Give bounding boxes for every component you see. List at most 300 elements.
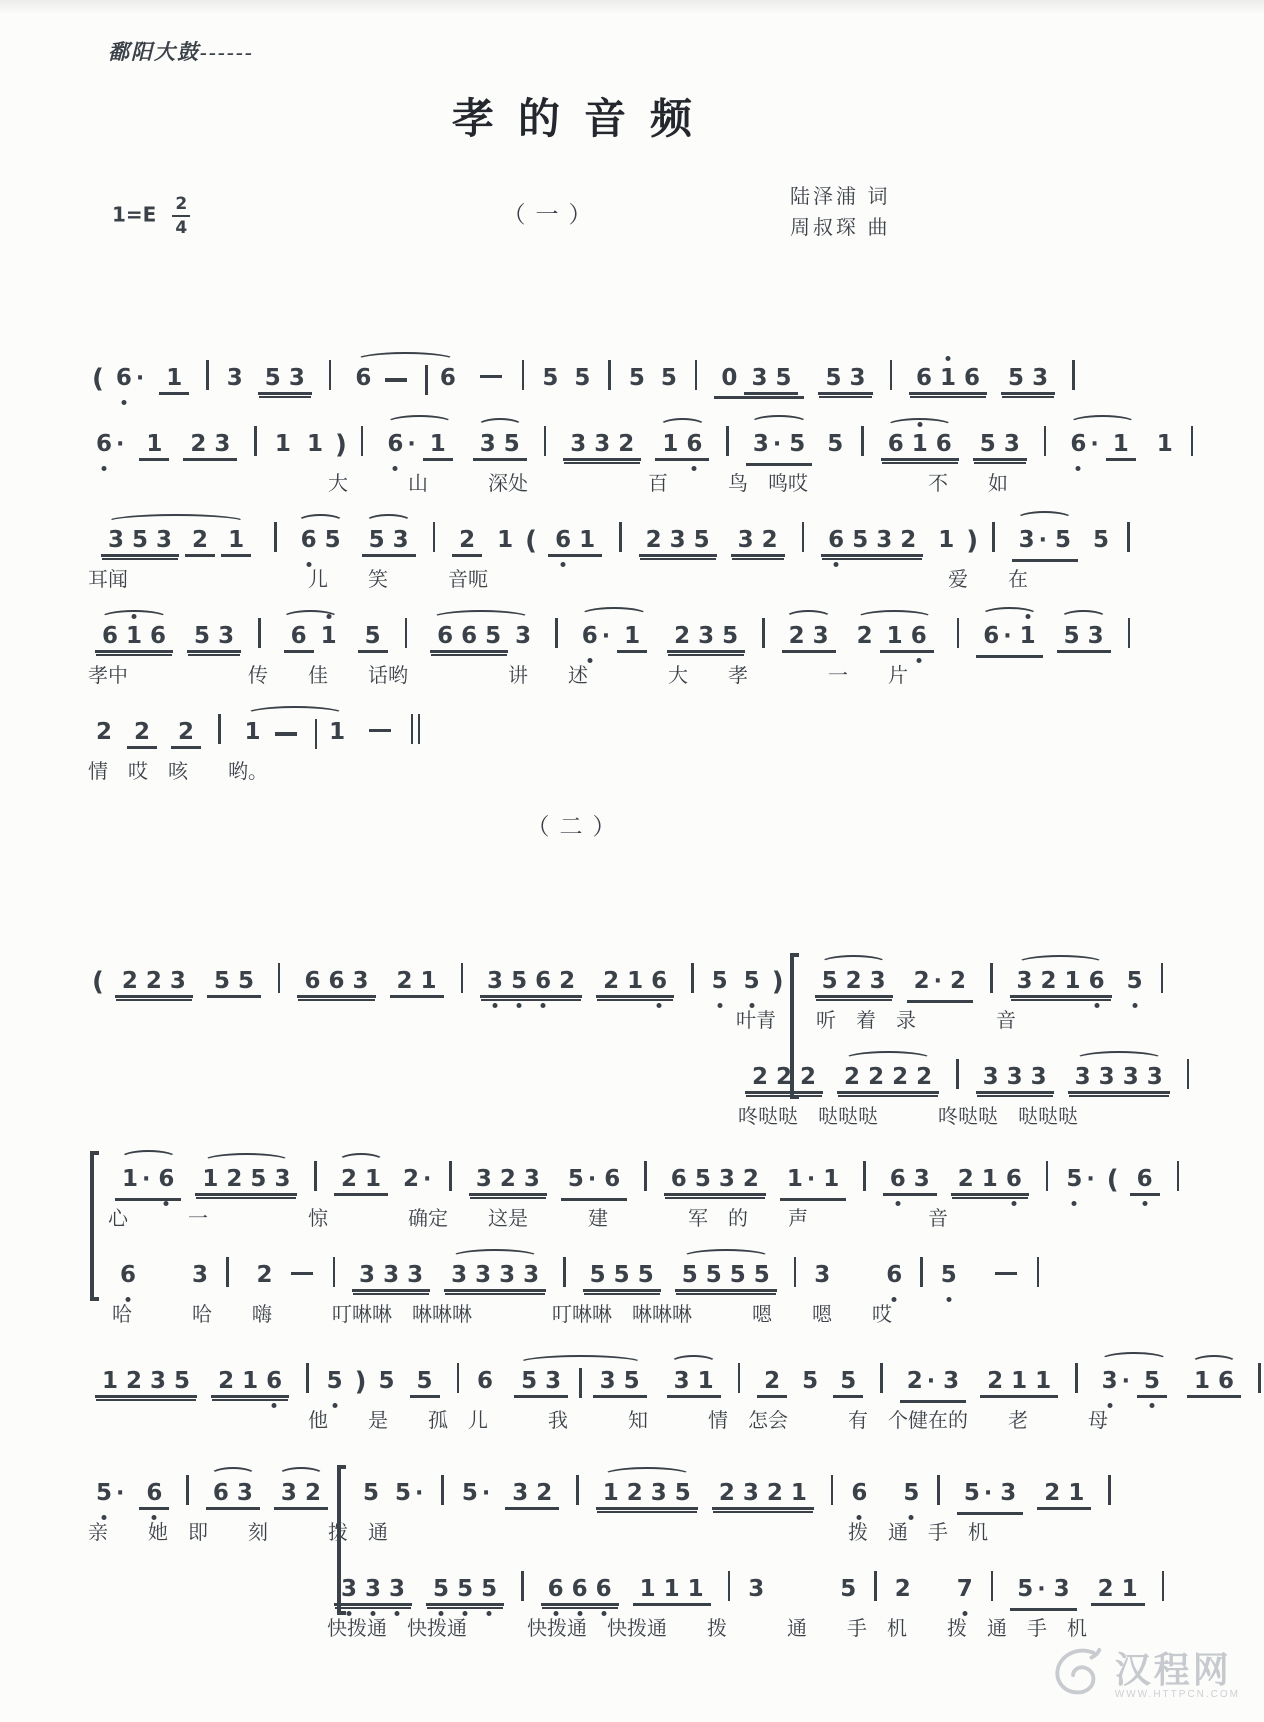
note-digit: 6 — [581, 623, 598, 649]
barline — [1075, 1363, 1078, 1393]
note — [660, 365, 678, 391]
song-title: 孝的音频 — [451, 95, 716, 142]
note-digit: 2 — [1040, 968, 1057, 994]
barline — [226, 1257, 229, 1287]
note — [1063, 623, 1081, 649]
note-digit: 3 — [1087, 623, 1104, 649]
note — [720, 365, 738, 391]
beam-group — [850, 623, 940, 653]
note — [674, 1480, 692, 1506]
note-digit: 1 — [687, 1576, 704, 1602]
note — [547, 1576, 565, 1602]
note — [1098, 1064, 1116, 1090]
note-digit: 2 — [340, 1166, 357, 1192]
augmentation-dot: · — [983, 1481, 993, 1506]
lyrics-line: 大 山 深处 百 鸟 鸣哎 不 如 — [88, 473, 1008, 495]
note-digit: 5 — [250, 1166, 267, 1192]
note-digit: 1 — [579, 527, 596, 553]
note-digit: 3 — [748, 1576, 765, 1602]
barline — [258, 618, 261, 648]
note — [352, 968, 370, 994]
spacer — [919, 1595, 949, 1596]
augmentation-dot: · — [933, 969, 942, 994]
barline — [315, 719, 318, 749]
note — [125, 1368, 143, 1394]
note — [637, 1262, 655, 1288]
spacer-row — [88, 1131, 1234, 1137]
note-digit: 5 — [485, 623, 502, 649]
beam-group — [976, 620, 1042, 658]
beam-group — [712, 1480, 814, 1510]
note — [906, 1365, 936, 1399]
note — [554, 527, 572, 553]
beam-group — [617, 623, 647, 653]
beam-group — [596, 1480, 698, 1510]
note-digit: 3 — [274, 1166, 291, 1192]
note-digit: 5 — [827, 431, 844, 457]
note — [1018, 524, 1048, 558]
note-digit: 3 — [365, 1576, 382, 1602]
note-digit: 2 — [764, 1368, 781, 1394]
note — [1007, 365, 1025, 391]
note — [869, 968, 887, 994]
note-digit: 5 — [660, 365, 677, 391]
beam-group — [426, 1576, 504, 1606]
note — [663, 1576, 681, 1602]
note-digit: 3 — [392, 527, 409, 553]
note-digit: 1 — [938, 527, 955, 553]
note-digit: 1 — [244, 719, 261, 745]
note — [95, 719, 113, 745]
beam-group — [410, 1368, 440, 1398]
note-digit: 5 — [433, 1576, 450, 1602]
note — [439, 365, 457, 391]
note — [479, 431, 497, 457]
beam-group — [957, 1477, 1023, 1515]
barline — [555, 618, 558, 648]
music-line — [88, 1349, 1234, 1405]
note — [1156, 431, 1174, 457]
barline — [1177, 1161, 1180, 1191]
note-digit: 3 — [156, 527, 173, 553]
note — [942, 1368, 960, 1394]
parenthesis: ) — [771, 967, 784, 997]
note — [436, 623, 454, 649]
note-digit: 5 — [264, 365, 281, 391]
note-digit: 5 — [722, 623, 739, 649]
note — [999, 1480, 1017, 1506]
note — [763, 1368, 781, 1394]
note — [416, 1368, 434, 1394]
note-digit: 5 — [940, 1262, 957, 1288]
spacer-row — [88, 1329, 1234, 1339]
watermark-text — [1114, 1648, 1240, 1700]
augmentation-dot: · — [587, 1167, 597, 1192]
barline — [726, 426, 729, 456]
beam-group — [639, 527, 717, 557]
final-barline — [411, 714, 420, 744]
note-digit: 3 — [1003, 431, 1020, 457]
note-digit: 2 — [226, 1166, 243, 1192]
note-digit: 1 — [228, 527, 245, 553]
beam-group — [664, 1166, 766, 1196]
beam-group — [880, 623, 934, 653]
barline — [619, 522, 622, 552]
lyricist-credit: 陆泽浦 词 — [790, 186, 891, 208]
note-digit: 3 — [214, 431, 231, 457]
augmentation-dot: · — [423, 1167, 432, 1192]
note — [173, 1368, 191, 1394]
beam-group — [187, 623, 241, 653]
note — [750, 365, 768, 391]
note — [340, 1576, 358, 1602]
note-digit: 6 — [1136, 1166, 1153, 1192]
note-digit: 3 — [869, 968, 886, 994]
barline — [1161, 963, 1164, 993]
note — [889, 1166, 907, 1192]
beam-group — [907, 965, 973, 1003]
beam-group — [593, 1368, 647, 1398]
beam-group — [95, 623, 173, 653]
note-digit: 2 — [906, 1368, 923, 1394]
note — [177, 719, 195, 745]
note — [290, 623, 308, 649]
note-digit: 2 — [536, 1480, 553, 1506]
note-digit: 5 — [503, 431, 520, 457]
note-digit: 1 — [662, 431, 679, 457]
note — [839, 1576, 857, 1602]
note-digit: 5 — [694, 1166, 711, 1192]
beam-group — [294, 527, 348, 553]
beam-group — [274, 1480, 328, 1510]
note-digit: 5 — [461, 1480, 478, 1506]
barline — [314, 1161, 317, 1191]
note — [499, 1166, 517, 1192]
beam-group — [1012, 524, 1078, 562]
note-digit: 5 — [1017, 1576, 1034, 1602]
note-digit: 6 — [150, 623, 167, 649]
beam-group — [575, 620, 653, 654]
note — [191, 527, 209, 553]
spacer — [144, 1281, 184, 1282]
note-digit: 5 — [711, 968, 728, 994]
note-digit: 2 — [892, 1064, 909, 1090]
note-digit: 1 — [364, 1166, 381, 1192]
note — [1143, 1368, 1161, 1394]
note-digit: 5 — [457, 1576, 474, 1602]
note — [589, 1262, 607, 1288]
note — [705, 1262, 723, 1288]
note — [1006, 1064, 1024, 1090]
note-digit: 6 — [670, 1166, 687, 1192]
note — [693, 527, 711, 553]
note-digit: 2 — [559, 968, 576, 994]
note-digit: 5 — [1093, 527, 1110, 553]
note — [602, 968, 620, 994]
note-digit: 3 — [341, 1576, 358, 1602]
beam-group — [1010, 1573, 1076, 1611]
note — [617, 431, 635, 457]
lyrics-line: 叶青 听 着 录 音 — [736, 1010, 1016, 1032]
note — [95, 428, 125, 462]
beam-group — [675, 1262, 777, 1292]
note — [1069, 428, 1099, 462]
note — [747, 1576, 765, 1602]
note — [1067, 1480, 1085, 1506]
parenthesis: ( — [92, 967, 104, 997]
note-digit: 7 — [956, 1576, 973, 1602]
augmentation-dot: · — [601, 624, 611, 649]
note-digit: 3 — [1030, 1064, 1047, 1090]
lyrics-line: 快拨通 快拨通 快拨通 快拨通 拨 通 手 机 拨 通 手 机 — [327, 1618, 1087, 1640]
beam-group — [444, 1262, 546, 1292]
system-bracket — [790, 963, 800, 993]
note — [406, 1262, 424, 1288]
note — [673, 1368, 691, 1394]
barline — [695, 360, 698, 390]
augmentation-dot: · — [1090, 432, 1099, 457]
note-digit: 5 — [96, 1480, 113, 1506]
music-line — [88, 604, 1234, 660]
note — [1034, 1368, 1052, 1394]
note — [354, 365, 372, 391]
barline — [254, 426, 257, 456]
beam-group — [358, 623, 388, 653]
barline — [990, 963, 993, 993]
key-label: 1=E — [112, 202, 157, 227]
note-digit: 6 — [886, 1262, 903, 1288]
note-digit: 2 — [844, 1064, 861, 1090]
beam-group — [514, 1368, 568, 1398]
note-digit: 3 — [913, 1166, 930, 1192]
note-digit: 5 — [840, 1576, 857, 1602]
note — [300, 527, 318, 553]
note — [718, 1166, 736, 1192]
barline — [794, 1257, 797, 1287]
beam-group — [633, 1576, 711, 1606]
barline — [738, 1363, 741, 1393]
note-digit: 3 — [169, 968, 186, 994]
barline — [937, 1475, 940, 1505]
beam-group — [362, 527, 416, 557]
barline — [433, 522, 436, 552]
note-digit: 2 — [178, 719, 195, 745]
note-digit: 1 — [320, 623, 337, 649]
note-digit: 6 — [439, 365, 456, 391]
note-digit: 6 — [983, 623, 1000, 649]
section-two-label: （二） — [526, 813, 626, 839]
beam-group — [973, 431, 1027, 461]
note — [450, 1262, 468, 1288]
barline — [802, 522, 805, 552]
barline — [457, 1363, 460, 1393]
beam-group — [833, 1368, 863, 1398]
note-digit: 2 — [603, 968, 620, 994]
beam-group — [95, 527, 257, 557]
beam-group — [883, 1166, 937, 1196]
augmentation-dot: · — [116, 432, 125, 457]
note-digit: 2 — [96, 719, 113, 745]
barline — [333, 1257, 336, 1287]
beam-group — [211, 1368, 289, 1398]
dash-note — [995, 1272, 1017, 1276]
note-digit: 2 — [868, 1064, 885, 1090]
note — [963, 365, 981, 391]
beam-group — [348, 365, 463, 395]
note-digit: 3 — [1000, 1480, 1017, 1506]
beam-group — [424, 623, 538, 653]
beam-group — [352, 1262, 430, 1292]
note-digit: 5 — [481, 1576, 498, 1602]
beam-group — [221, 527, 251, 557]
note — [935, 431, 953, 457]
note — [822, 1166, 840, 1192]
note — [982, 1064, 1000, 1090]
note-digit: 3 — [1053, 1576, 1070, 1602]
note-digit: 3 — [108, 527, 125, 553]
note — [979, 431, 997, 457]
note — [189, 431, 207, 457]
note — [915, 365, 933, 391]
note-digit: 5 — [1144, 1368, 1161, 1394]
note — [963, 1477, 993, 1511]
note — [626, 968, 644, 994]
note-digit: 2 — [402, 1166, 419, 1192]
spacer — [239, 1281, 249, 1282]
spacer-row — [88, 1435, 1234, 1451]
note — [503, 431, 521, 457]
note — [125, 623, 143, 649]
note-digit: 5 — [521, 1368, 538, 1394]
note-digit: 5 — [775, 365, 792, 391]
note — [894, 1576, 912, 1602]
note — [1121, 1576, 1139, 1602]
note — [986, 1368, 1004, 1394]
beam-group — [95, 1368, 197, 1398]
note-digit: 2 — [761, 527, 778, 553]
note-digit: 2 — [499, 1166, 516, 1192]
note — [1005, 1166, 1023, 1192]
note-digit: 5 — [1055, 527, 1072, 553]
note — [145, 431, 163, 457]
music-line — [88, 508, 1234, 564]
beam-group — [390, 968, 444, 998]
note-digit: 6 — [461, 623, 478, 649]
note — [340, 1166, 358, 1192]
note-digit: 3 — [876, 527, 893, 553]
note — [394, 1477, 424, 1511]
barline — [1108, 1475, 1111, 1505]
note-digit: 2 — [618, 431, 635, 457]
music-line — [88, 412, 1234, 468]
beam-group — [548, 527, 602, 557]
note-digit: 3 — [1146, 1064, 1163, 1090]
barline — [186, 1475, 189, 1505]
note — [1065, 1163, 1095, 1197]
note-digit: 2 — [192, 527, 209, 553]
note — [1053, 1576, 1071, 1602]
note-digit: 3 — [812, 623, 829, 649]
note-digit: 6 — [571, 1576, 588, 1602]
note-digit: 3 — [407, 1262, 424, 1288]
note — [593, 431, 611, 457]
note-digit: 6 — [964, 365, 981, 391]
note — [824, 365, 842, 391]
note-digit: 2 — [788, 623, 805, 649]
note-digit: 3 — [1018, 527, 1035, 553]
beam-group — [818, 365, 872, 395]
note — [891, 1064, 909, 1090]
note — [133, 719, 151, 745]
note — [902, 1480, 920, 1506]
note — [813, 1262, 831, 1288]
augmentation-dot: · — [414, 1481, 424, 1506]
music-line — [88, 346, 1234, 402]
time-signature-top: 2 — [172, 194, 190, 217]
note-digit: 2 — [459, 527, 476, 553]
augmentation-dot: · — [1003, 624, 1012, 649]
note-digit: 2 — [742, 1166, 759, 1192]
barline — [644, 1161, 647, 1191]
note — [851, 527, 869, 553]
beam-group — [757, 1368, 787, 1398]
beam-group — [206, 1480, 260, 1510]
note-digit: 1 — [911, 431, 928, 457]
note-digit: 3 — [226, 365, 243, 391]
music-line — [88, 1243, 1234, 1299]
note — [392, 527, 410, 553]
note — [1146, 1064, 1164, 1090]
note — [786, 1163, 816, 1197]
note-digit: 3 — [218, 623, 235, 649]
note — [486, 968, 504, 994]
barline — [563, 1257, 566, 1287]
beam-group — [473, 431, 527, 461]
note — [1064, 968, 1082, 994]
note-digit: 2 — [856, 623, 873, 649]
note-digit: 3 — [523, 1262, 540, 1288]
note-digit: 3 — [150, 1368, 167, 1394]
note — [856, 623, 874, 649]
beam-group — [278, 623, 344, 653]
note-digit: 3 — [718, 1166, 735, 1192]
beam-group — [284, 623, 314, 653]
note-digit: 1 — [624, 623, 641, 649]
barline — [1258, 1363, 1261, 1393]
note — [149, 623, 167, 649]
beam-group — [185, 527, 215, 557]
note — [729, 1262, 747, 1288]
beam-group — [821, 527, 923, 557]
barline — [992, 522, 995, 552]
note-digit: 5 — [1008, 365, 1025, 391]
note — [1112, 431, 1130, 457]
note — [711, 968, 729, 994]
credits — [790, 182, 891, 244]
note — [887, 431, 905, 457]
parenthesis: ) — [966, 526, 979, 556]
note — [476, 1368, 494, 1394]
beam-group — [1091, 1576, 1145, 1606]
note-digit: 3 — [599, 1368, 616, 1394]
note — [843, 1064, 861, 1090]
note-digit: 3 — [943, 1368, 960, 1394]
note-digit: 1 — [697, 1368, 714, 1394]
beam-group — [976, 1064, 1054, 1094]
note — [511, 1480, 529, 1506]
note — [721, 623, 739, 649]
note — [522, 1262, 540, 1288]
